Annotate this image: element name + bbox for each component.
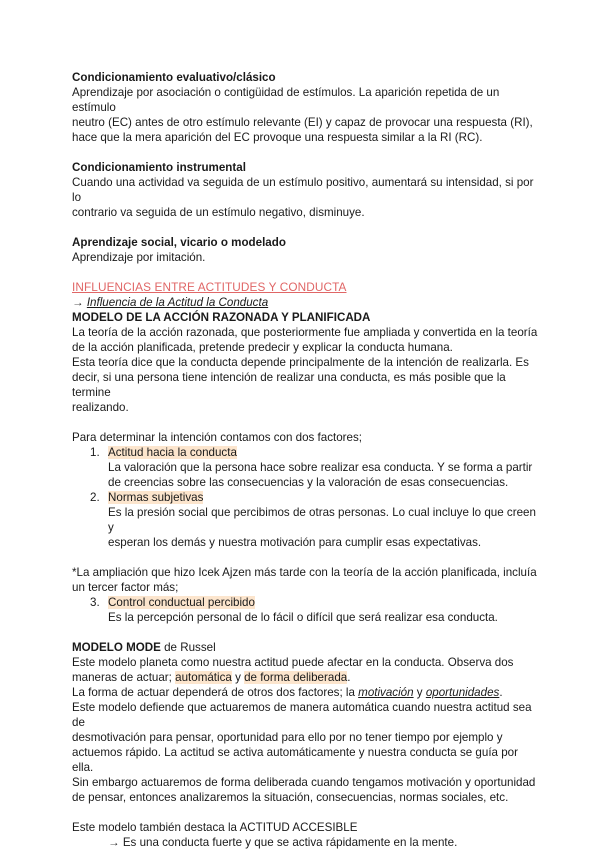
modelo-mode-author: de Russel <box>160 641 216 654</box>
list-item-description: Es la percepción personal de lo fácil o difícil que será realizar esa conducta. <box>108 611 498 624</box>
link-line <box>72 295 542 310</box>
modelo-mode-title: MODELO MODE <box>72 641 161 654</box>
paragraph-line: de pensar, entonces analizaremos la situación, consecuencias, normas sociales, etc. <box>72 791 509 804</box>
text-span: La forma de actuar dependerá de otros dos factores; la <box>72 686 359 699</box>
paragraph-line: decir, si una persona tiene intención de realizar una conducta, es más posible que la termine <box>72 371 506 399</box>
text-span: y <box>231 671 245 684</box>
paragraph-line: hace que la mera aparición del EC provoque una respuesta similar a la RI (RC). <box>72 131 483 144</box>
list-item-label: Actitud hacia la conducta <box>108 446 237 459</box>
list-number: 2. <box>90 491 100 504</box>
paragraph-line: realizando. <box>72 401 129 414</box>
paragraph-line: La teoría de la acción razonada, que posteriormente fue ampliada y convertida en la teoría <box>72 326 538 339</box>
paragraph-line: Sin embargo actuaremos de forma deliberada cuando tengamos motivación y oportunidad <box>72 776 536 789</box>
list-item-label: Control conductual percibido <box>108 596 255 609</box>
text-span: y <box>413 686 426 699</box>
note-line: *La ampliación que hizo Icek Ajzen más tarde con la teoría de la acción planificada, incluía <box>72 566 537 579</box>
text-span: . <box>347 671 351 684</box>
list-item <box>72 595 542 610</box>
paragraph-line: Este modelo también destaca la ACTITUD ACCESIBLE <box>72 821 358 834</box>
highlight-deliberada: de forma deliberada <box>244 671 348 684</box>
paragraph-line <box>72 670 542 685</box>
paragraph-line: desmotivación para pensar, oportunidad para ello por no tener tiempo por ejemplo y <box>72 731 503 744</box>
list-item <box>72 490 542 505</box>
heading-modelo-accion-razonada: MODELO DE LA ACCIÓN RAZONADA Y PLANIFICADA <box>72 311 371 324</box>
paragraph-line: Este modelo planeta como nuestra actitud puede afectar en la conducta. Observa dos <box>72 656 514 669</box>
list-item <box>72 445 542 460</box>
arrow-glyph: → <box>72 296 87 309</box>
paragraph-line: neutro (EC) antes de otro estímulo relevante (EI) y capaz de provocar una respuesta (RI), <box>72 116 533 129</box>
list-item-description: esperan los demás y nuestra motivación para cumplir esas expectativas. <box>108 536 482 549</box>
list-item-description: Es la presión social que percibimos de otras personas. Lo cual incluye lo que creen y <box>108 506 536 534</box>
influencia-link[interactable]: Influencia de la Actitud la Conducta <box>86 296 269 309</box>
paragraph-line: Esta teoría dice que la conducta depende principalmente de la intención de realizarla. Es <box>72 356 529 369</box>
paragraph-line: Cuando una actividad va seguida de un estímulo positivo, aumentará su intensidad, si por lo <box>72 176 534 204</box>
note-line: un tercer factor más; <box>72 581 179 594</box>
list-item-description: La valoración que la persona hace sobre realizar esa conducta. Y se forma a partir <box>108 461 533 474</box>
paragraph-line: Aprendizaje por asociación o contigüidad de estímulos. La aparición repetida de un estímulo <box>72 86 500 114</box>
list-item-label: Normas subjetivas <box>108 491 204 504</box>
arrow-line: → Es una conducta fuerte y que se activa rápidamente en la mente. <box>108 836 458 849</box>
emphasis-oportunidades: oportunidades <box>425 686 500 699</box>
highlight-automatica: automática <box>175 671 232 684</box>
list-number: 3. <box>90 596 100 609</box>
emphasis-motivacion: motivación <box>358 686 414 699</box>
list-number: 1. <box>90 446 100 459</box>
text-span: . <box>499 686 503 699</box>
heading-modelo-mode <box>72 640 542 655</box>
paragraph-line: de la acción planificada, pretende predecir y explicar la conducta humana. <box>72 341 453 354</box>
heading-condicionamiento-instrumental: Condicionamiento instrumental <box>72 161 246 174</box>
section-title-influencias: INFLUENCIAS ENTRE ACTITUDES Y CONDUCTA <box>72 280 347 294</box>
paragraph-line: actuemos rápido. La actitud se activa automáticamente y nuestra conducta se guía por ella. <box>72 746 518 774</box>
paragraph-line: contrario va seguida de un estímulo negativo, disminuye. <box>72 206 365 219</box>
paragraph-line: Aprendizaje por imitación. <box>72 251 206 264</box>
document-page <box>72 70 542 850</box>
paragraph-line <box>72 685 542 700</box>
paragraph-line: Para determinar la intención contamos con dos factores; <box>72 431 362 444</box>
heading-condicionamiento-clasico: Condicionamiento evaluativo/clásico <box>72 71 276 84</box>
heading-aprendizaje-social: Aprendizaje social, vicario o modelado <box>72 236 286 249</box>
text-span: maneras de actuar; <box>72 671 176 684</box>
paragraph-line: Este modelo defiende que actuaremos de manera automática cuando nuestra actitud sea de <box>72 701 532 729</box>
list-item-description: de creencias sobre las consecuencias y la valoración de esas consecuencias. <box>108 476 509 489</box>
